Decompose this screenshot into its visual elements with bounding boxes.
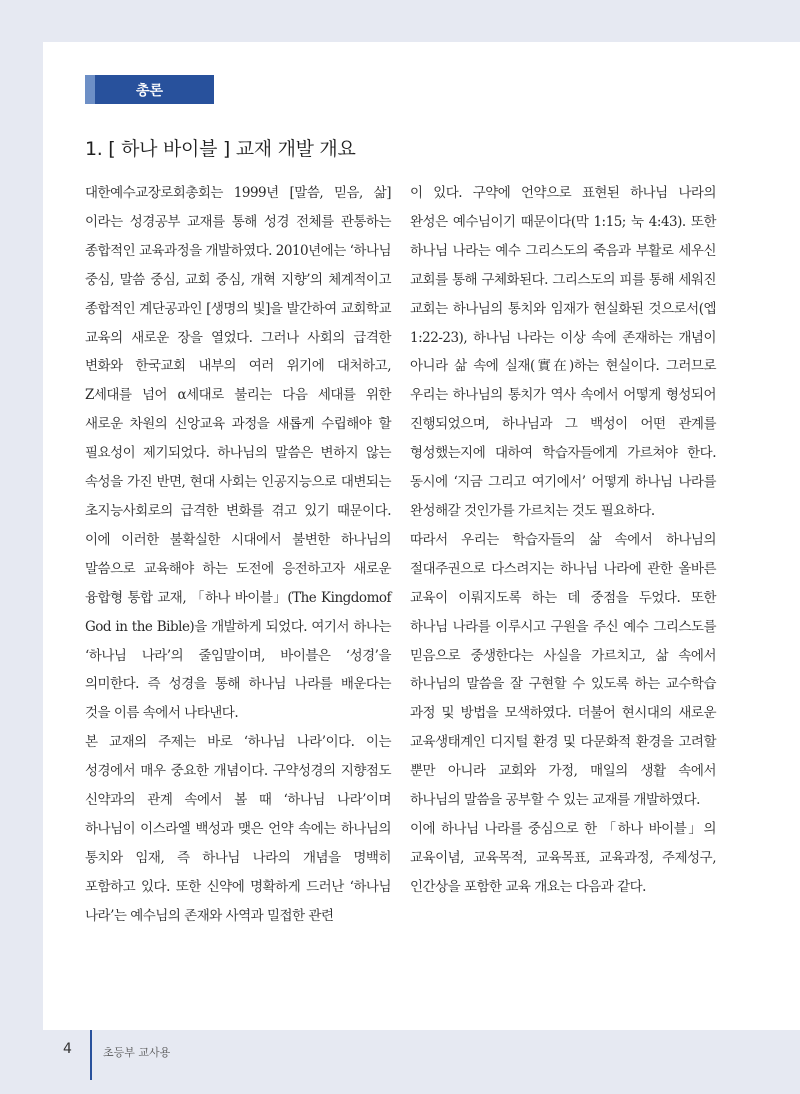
paragraph: 대한예수교장로회총회는 1999년 [말씀, 믿음, 삶]이라는 성경공부 교재를 통해 성경 전체를 관통하는 종합적인 교육과정을 개발하였다. 2010년에는 ‘하나님 중심, 말씀 중심, 교회 중심, 개혁 지향’의 체계적이고 종합적인 계단공과인 [생명의 빛]을 발간하여 교회학교 교육의 새로운 장을 열었다. 그러나 사회의 급격한 변화와 한국교회 내부의 여러 위기에 대처하고, Z세대를 넘어 α세대로 불리는 다음 세대를 위한 새로운 차원의 신앙교육 과정을 새롭게 수립해야 할 필요성이 제기되었다. 하나님의 말씀은 변하지 않는 속성을 가진 반면, 현대 사회는 인공지능으로 대변되는 초지능사회로의 급격한 변화를 겪고 있기 때문이다. 이에 이러한 불확실한 시대에서 불변한 하나님의 말씀으로 교육해야 하는 도전에 응전하고자 새로운 융합형 통합 교재, 「하나 바이블」(The Kingdomof God in the Bible)을 개발하게 되었다. 여기서 하나는 ‘하나님 나라’의 줄임말이며, 바이블은 ‘성경’을 의미한다. 즉 성경을 통해 하나님 나라를 배운다는 것을 이름 속에서 나타낸다. [85, 185, 391, 722]
right-column [410, 179, 716, 902]
paragraph: 본 교재의 주제는 바로 ‘하나님 나라’이다. 이는 성경에서 매우 중요한 개념이다. 구약성경의 지향점도 신약과의 관계 속에서 볼 때 ‘하나님 나라’이며 하나님이 이스라엘 백성과 맺은 언약 속에는 하나님의 통치와 임재, 즉 하나님 나라의 개념을 명백히 포함하고 있다. 또한 신약에 명확하게 드러난 ‘하나님 나라’는 예수님의 존재와 사역과 밀접한 관련 [85, 734, 391, 924]
document-page [43, 42, 800, 1030]
footer-divider [90, 1030, 92, 1080]
paragraph: 이에 하나님 나라를 중심으로 한 「하나 바이블」의 교육이념, 교육목적, 교육목표, 교육과정, 주제성구, 인간상을 포함한 교육 개요는 다음과 같다. [410, 820, 716, 895]
section-tag-label: 총론 [95, 75, 214, 104]
section-tag-stripe [85, 75, 95, 104]
paragraph: 이 있다. 구약에 언약으로 표현된 하나님 나라의 완성은 예수님이기 때문이다(막 1:15; 눅 4:43). 또한 하나님 나라는 예수 그리스도의 죽음과 부활로 세우신 교회를 통해 구체화된다. 그리스도의 피를 통해 세워진 교회는 하나님의 통치와 임재가 현실화된 것으로서(엡 1:22-23), 하나님 나라는 이상 속에 존재하는 개념이 아니라 삶 속에 실재(實在)하는 현실이다. 그러므로 우리는 하나님의 통치가 역사 속에서 어떻게 형성되어 진행되었으며, 하나님과 그 백성이 어떤 관계를 형성했는지에 대하여 학습자들에게 가르쳐야 한다. 동시에 ‘지금 그리고 여기에서’ 어떻게 하나님 나라를 완성해갈 것인가를 가르치는 것도 필요하다. [410, 185, 716, 519]
footer-label: 초등부 교사용 [103, 1046, 171, 1059]
page-number: 4 [63, 1041, 72, 1057]
paragraph: 따라서 우리는 학습자들의 삶 속에서 하나님의 절대주권으로 다스려지는 하나님 나라에 관한 올바른 교육이 이뤄지도록 하는 데 중점을 두었다. 또한 하나님 나라를 이루시고 구원을 주신 예수 그리스도를 믿음으로 중생한다는 사실을 가르치고, 삶 속에서 하나님의 말씀을 잘 구현할 수 있도록 하는 교수학습 과정 및 방법을 모색하였다. 더불어 현시대의 새로운 교육생태계인 디지털 환경 및 다문화적 환경을 고려할 뿐만 아니라 교회와 가정, 매일의 생활 속에서 하나님의 말씀을 공부할 수 있는 교재를 개발하였다. [410, 531, 716, 809]
section-tag [85, 75, 214, 104]
left-column [85, 179, 391, 931]
section-title: 1. [ 하나 바이블 ] 교재 개발 개요 [85, 138, 356, 160]
